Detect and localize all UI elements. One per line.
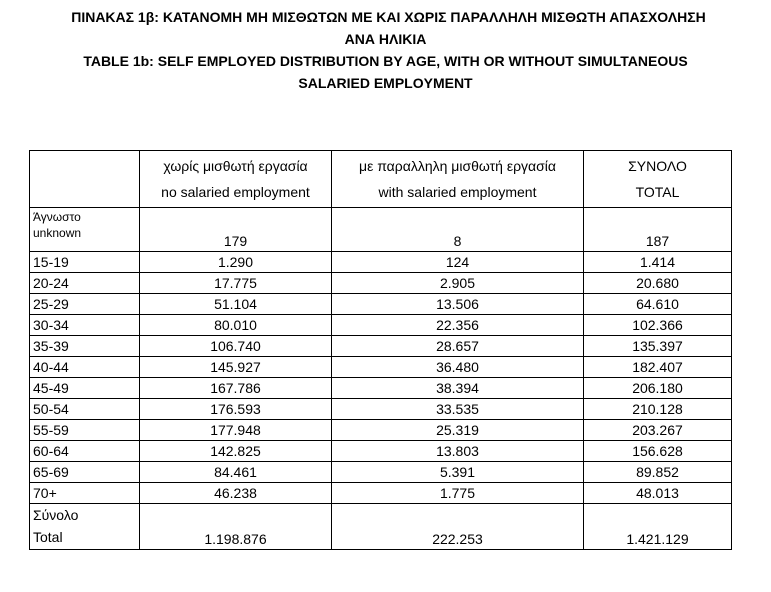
total-value: 210.128 (584, 399, 732, 420)
with-salaried-value: 13.506 (332, 294, 584, 315)
age-group-label: 50-54 (30, 399, 140, 420)
title-greek-line2: ΑΝΑ ΗΛΙΚΙΑ (344, 31, 427, 47)
no-salaried-value: 177.948 (140, 420, 332, 441)
header-total (584, 151, 732, 208)
total-value: 135.397 (584, 336, 732, 357)
no-salaried-value: 142.825 (140, 441, 332, 462)
age-group-label: 20-24 (30, 273, 140, 294)
total-label-gr: Σύνολο (33, 507, 79, 523)
total-no-salaried-value: 1.198.876 (140, 504, 332, 550)
age-group-label: 15-19 (30, 252, 140, 273)
with-salaried-value: 22.356 (332, 315, 584, 336)
total-value: 20.680 (584, 273, 732, 294)
table-row (30, 483, 732, 504)
total-label-cell (30, 504, 140, 550)
no-salaried-value: 17.775 (140, 273, 332, 294)
age-group-label: 25-29 (30, 294, 140, 315)
age-group-label: 65-69 (30, 462, 140, 483)
age-group-label: 40-44 (30, 357, 140, 378)
no-salaried-value: 1.290 (140, 252, 332, 273)
table-row (30, 420, 732, 441)
with-salaried-value: 33.535 (332, 399, 584, 420)
no-salaried-value: 46.238 (140, 483, 332, 504)
header-with-salaried-en: with salaried employment (378, 184, 537, 200)
age-group-label: 60-64 (30, 441, 140, 462)
unknown-label-en: unknown (33, 226, 82, 240)
header-total-gr: ΣΥΝΟΛΟ (628, 158, 687, 174)
total-value: 48.013 (584, 483, 732, 504)
with-salaried-value: 25.319 (332, 420, 584, 441)
total-value: 156.628 (584, 441, 732, 462)
with-salaried-value: 124 (332, 252, 584, 273)
total-value: 1.414 (584, 252, 732, 273)
with-salaried-value: 1.775 (332, 483, 584, 504)
with-salaried-value: 13.803 (332, 441, 584, 462)
with-salaried-value: 38.394 (332, 378, 584, 399)
header-with-salaried-gr: με παραλληλη μισθωτή εργασία (359, 158, 556, 174)
header-no-salaried-gr: χωρίς μισθωτή εργασία (163, 158, 308, 174)
header-total-en: TOTAL (635, 184, 680, 200)
unknown-label-cell (30, 208, 140, 252)
table-row (30, 399, 732, 420)
no-salaried-value: 145.927 (140, 357, 332, 378)
no-salaried-value: 84.461 (140, 462, 332, 483)
table-row (30, 273, 732, 294)
no-salaried-value: 176.593 (140, 399, 332, 420)
total-value: 206.180 (584, 378, 732, 399)
title-greek-line1: ΠΙΝΑΚΑΣ 1β: ΚΑΤΑΝΟΜΗ ΜΗ ΜΙΣΘΩΤΩΝ ΜΕ ΚΑΙ ΧΩΡΙΣ ΠΑΡΑΛΛΗΛΗ ΜΙΣΘΩΤΗ ΑΠΑΣΧΟΛΗΣΗ (71, 9, 706, 25)
title-english-line2: SALARIED EMPLOYMENT (298, 75, 473, 91)
unknown-row (30, 208, 732, 252)
total-with-salaried-value: 222.253 (332, 504, 584, 550)
header-no-salaried (140, 151, 332, 208)
total-value: 182.407 (584, 357, 732, 378)
total-label-en: Total (33, 529, 63, 545)
table-row (30, 315, 732, 336)
unknown-no-salaried-value: 179 (140, 208, 332, 252)
table-row (30, 462, 732, 483)
total-value: 89.852 (584, 462, 732, 483)
unknown-label-gr: Άγνωστο (33, 210, 81, 224)
header-no-salaried-en: no salaried employment (161, 184, 310, 200)
age-group-label: 55-59 (30, 420, 140, 441)
with-salaried-value: 5.391 (332, 462, 584, 483)
with-salaried-value: 36.480 (332, 357, 584, 378)
table-row (30, 378, 732, 399)
document-title (0, 6, 771, 94)
total-value: 64.610 (584, 294, 732, 315)
no-salaried-value: 80.010 (140, 315, 332, 336)
header-empty-cell (30, 151, 140, 208)
table-row (30, 294, 732, 315)
table-row (30, 441, 732, 462)
table-row (30, 357, 732, 378)
no-salaried-value: 167.786 (140, 378, 332, 399)
unknown-with-salaried-value: 8 (332, 208, 584, 252)
total-value: 203.267 (584, 420, 732, 441)
table-row (30, 252, 732, 273)
title-english-line1: TABLE 1b: SELF EMPLOYED DISTRIBUTION BY AGE, WITH OR WITHOUT SIMULTANEOUS (83, 53, 688, 69)
age-distribution-table (29, 150, 732, 550)
header-with-salaried (332, 151, 584, 208)
age-group-label: 30-34 (30, 315, 140, 336)
header-row (30, 151, 732, 208)
unknown-total-value: 187 (584, 208, 732, 252)
no-salaried-value: 51.104 (140, 294, 332, 315)
age-group-label: 35-39 (30, 336, 140, 357)
with-salaried-value: 2.905 (332, 273, 584, 294)
age-group-label: 70+ (30, 483, 140, 504)
total-total-value: 1.421.129 (584, 504, 732, 550)
total-value: 102.366 (584, 315, 732, 336)
age-group-label: 45-49 (30, 378, 140, 399)
total-row (30, 504, 732, 550)
with-salaried-value: 28.657 (332, 336, 584, 357)
no-salaried-value: 106.740 (140, 336, 332, 357)
table-row (30, 336, 732, 357)
